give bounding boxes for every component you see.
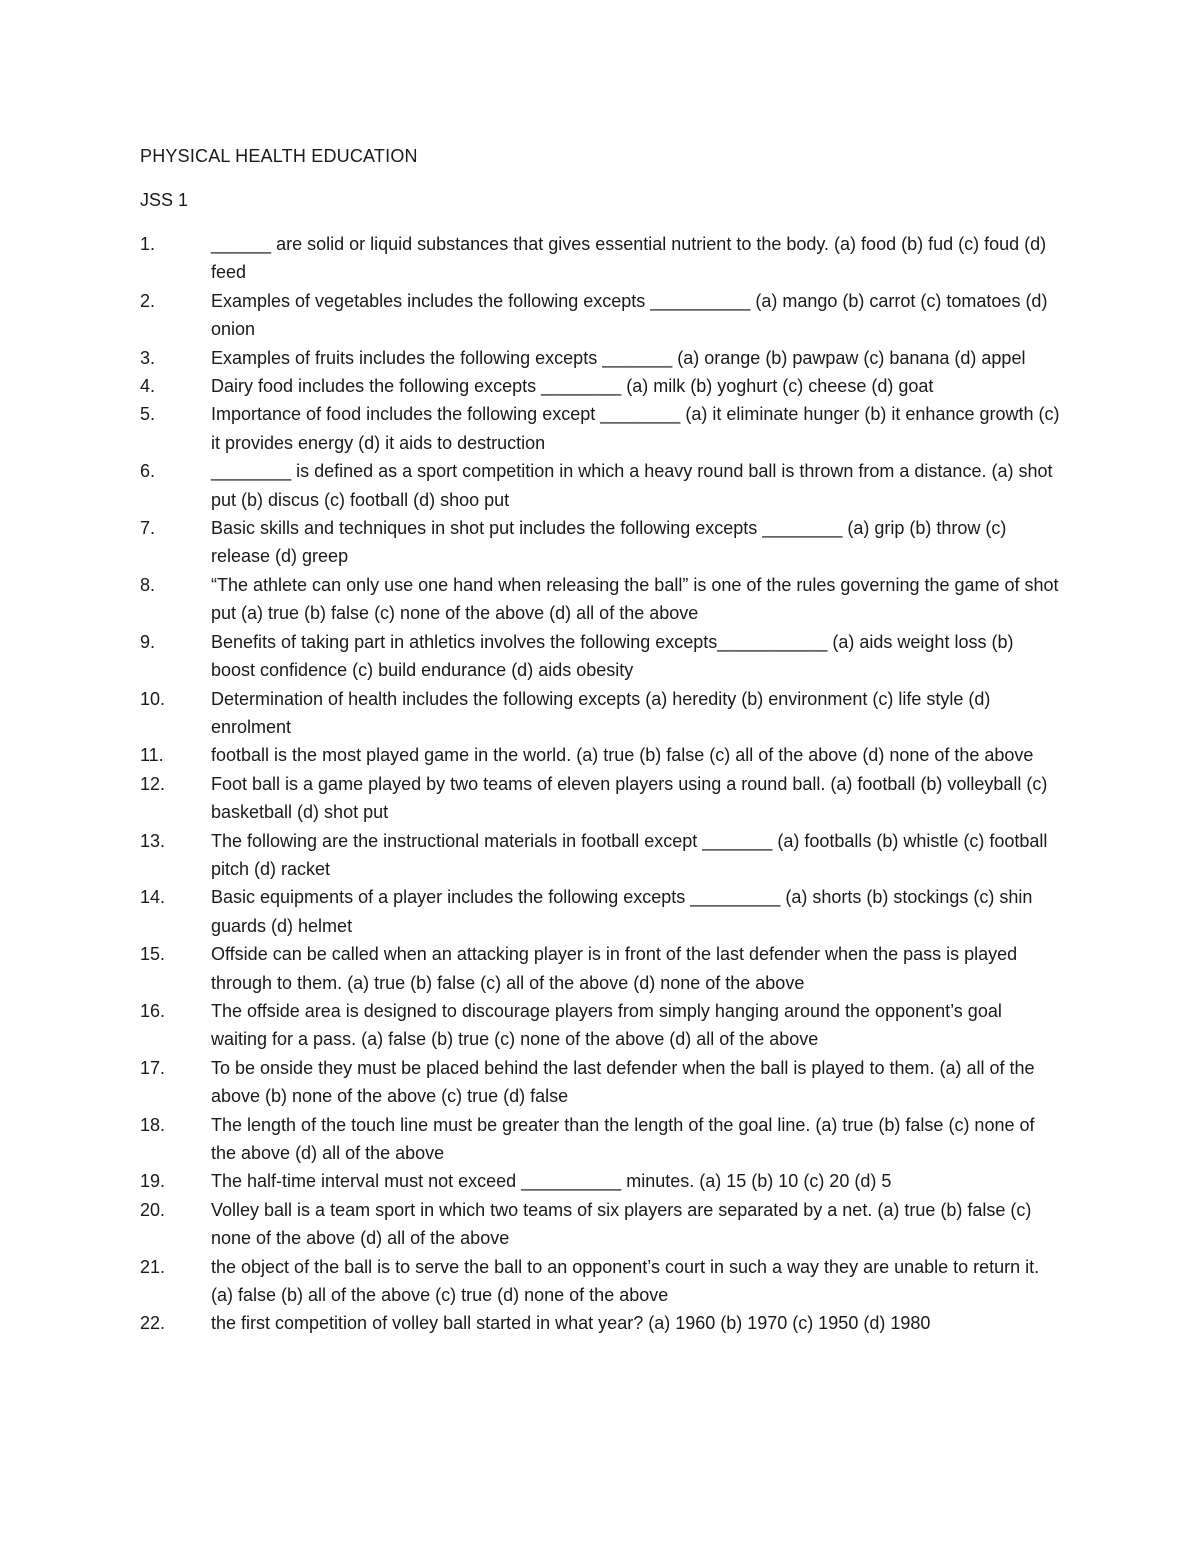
question-item [140,1111,1060,1168]
question-item [140,457,1060,514]
question-text: The length of the touch line must be greater than the length of the goal line. (a) true (b) false (c) none of the above (d) all of the above [211,1114,1035,1163]
question-item [140,770,1060,827]
question-number: 11. [140,745,164,766]
question-text: Examples of fruits includes the following excepts _______ (a) orange (b) pawpaw (c) banana (d) appel [211,347,1026,368]
question-number: 22. [140,1313,166,1334]
question-text: “The athlete can only use one hand when releasing the ball” is one of the rules governing the game of shot put (a) true (b) false (c) none of the above (d) all of the above [211,574,1059,624]
question-text: Importance of food includes the following except ________ (a) it eliminate hunger (b) it enhance growth (c) it provides energy (d) it aids to destruction [211,404,1060,453]
question-number: 4. [140,376,156,397]
question-number: 10. [140,688,166,709]
question-item [140,628,1060,685]
question-text: ______ are solid or liquid substances that gives essential nutrient to the body. (a) food (b) fud (c) foud (d) feed [211,234,1047,283]
question-item [140,1196,1060,1253]
question-text: Benefits of taking part in athletics involves the following excepts___________ (a) aids weight loss (b) boost confidence (c) build endurance (d) aids obesity [211,631,1014,681]
question-number: 18. [140,1114,166,1135]
question-item [140,287,1060,344]
question-text: Dairy food includes the following excepts ________ (a) milk (b) yoghurt (c) cheese (d) goat [211,376,934,397]
question-number: 5. [140,404,156,425]
question-text: football is the most played game in the world. (a) true (b) false (c) all of the above (d) none of the above [211,745,1034,766]
question-list [140,230,1060,1338]
question-item [140,741,1060,769]
question-item [140,940,1060,997]
question-item [140,514,1060,571]
question-number: 7. [140,518,156,539]
question-number: 9. [140,631,156,652]
question-text: the object of the ball is to serve the ball to an opponent’s court in such a way they are unable to return it. (a) false (b) all of the above (c) true (d) none of the above [211,1256,1040,1306]
question-number: 2. [140,290,156,311]
question-text: To be onside they must be placed behind the last defender when the ball is played to them. (a) all of the above (b) none of the above (c) true (d) false [211,1057,1035,1107]
class-label: JSS 1 [140,190,189,210]
question-number: 14. [140,887,166,908]
question-item [140,344,1060,372]
question-number: 3. [140,347,156,368]
question-number: 13. [140,830,166,851]
question-text: The following are the instructional materials in football except _______ (a) footballs (b) whistle (c) football pitch (d) racket [211,830,1048,879]
question-text: Determination of health includes the following excepts (a) heredity (b) environment (c) life style (d) enrolment [211,688,991,737]
question-text: Examples of vegetables includes the following excepts __________ (a) mango (b) carrot (c) tomatoes (d) onion [211,290,1048,340]
question-text: the first competition of volley ball started in what year? (a) 1960 (b) 1970 (c) 1950 (d) 1980 [211,1313,931,1334]
question-text: Basic skills and techniques in shot put includes the following excepts ________ (a) grip (b) throw (c) release (d) greep [211,518,1007,567]
question-text: The half-time interval must not exceed __________ minutes. (a) 15 (b) 10 (c) 20 (d) 5 [211,1171,892,1192]
question-item [140,1054,1060,1111]
question-item [140,883,1060,940]
question-number: 20. [140,1199,166,1220]
question-number: 21. [140,1256,166,1277]
question-item [140,400,1060,457]
page-title: PHYSICAL HEALTH EDUCATION [140,146,418,166]
question-text: ________ is defined as a sport competition in which a heavy round ball is thrown from a distance. (a) shot put (b) discus (c) football (d) shoo put [211,461,1053,510]
question-text: The offside area is designed to discourage players from simply hanging around the opponent’s goal waiting for a pass. (a) false (b) true (c) none of the above (d) all of the above [211,1000,1002,1050]
question-number: 12. [140,773,166,794]
question-item [140,997,1060,1054]
question-number: 16. [140,1000,166,1021]
question-item [140,1167,1060,1195]
question-text: Offside can be called when an attacking player is in front of the last defender when the pass is played through to them. (a) true (b) false (c) all of the above (d) none of the above [211,944,1018,993]
question-text: Foot ball is a game played by two teams of eleven players using a round ball. (a) football (b) volleyball (c) basketball (d) shot put [211,773,1048,823]
question-text: Basic equipments of a player includes the following excepts _________ (a) shorts (b) stockings (c) shin guards (d) helmet [211,887,1033,936]
question-number: 6. [140,461,156,482]
question-item [140,1309,1060,1337]
question-text: Volley ball is a team sport in which two teams of six players are separated by a net. (a) true (b) false (c) none of the above (d) all of the above [211,1199,1032,1249]
question-number: 17. [140,1057,166,1078]
question-number: 8. [140,574,156,595]
question-item [140,372,1060,400]
question-number: 15. [140,944,166,965]
question-number: 1. [140,234,156,254]
question-item [140,827,1060,884]
question-item [140,685,1060,742]
question-number: 19. [140,1171,166,1192]
question-item [140,230,1060,287]
question-item [140,1253,1060,1310]
question-item [140,571,1060,628]
